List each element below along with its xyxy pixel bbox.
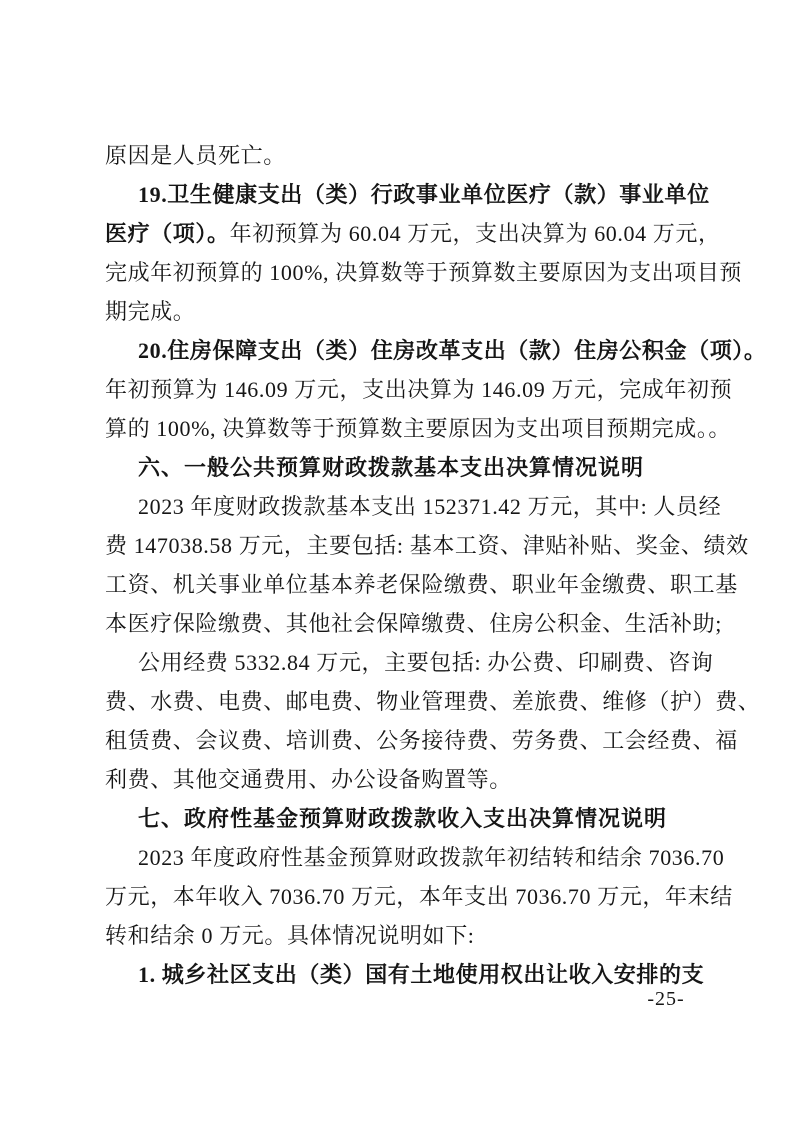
text-run: 医疗（项）。 [105,221,230,246]
document-body [105,136,767,994]
text-run: 公用经费 5332.84 万元，主要包括: 办公费、印刷费、咨询 [138,650,714,675]
section-6-para-2-line-3 [105,721,738,760]
text-run: 20.住房保障支出（类）住房改革支出（款）住房公积金（项）。 [138,338,767,363]
text-run: 利费、其他交通费用、办公设备购置等。 [105,767,512,792]
text-run: 2023 年度政府性基金预算财政拨款年初结转和结余 7036.70 [138,845,725,870]
section-6-para-1-line-2 [105,526,749,565]
section-7-item-1-line-1 [105,955,705,994]
section-7-para-1-line-2 [105,877,733,916]
para-20-line-2 [105,370,733,409]
section-6-para-2-line-4 [105,760,691,799]
text-run: 费、水费、电费、邮电费、物业管理费、差旅费、维修（护）费、 [105,689,761,714]
text-run: 转和结余 0 万元。具体情况说明如下: [105,923,475,948]
text-run: 工资、机关事业单位基本养老保险缴费、职业年金缴费、职工基 [105,572,738,597]
page-number: -25- [647,988,685,1010]
section-6-para-1-line-4 [105,604,722,643]
section-6-para-2-line-2 [105,682,761,721]
text-run: 年初预算为 146.09 万元，支出决算为 146.09 万元，完成年初预 [105,377,733,402]
section-heading-7 [105,799,691,838]
para-19-line-4 [105,292,691,331]
section-6-para-2-line-1 [105,643,714,682]
text-run: 2023 年度财政拨款基本支出 152371.42 万元，其中: 人员经 [138,494,722,519]
para-20-line-3 [105,409,732,448]
text-run: 期完成。 [105,299,196,324]
para-19-line-2 [105,214,721,253]
text-run: 本医疗保险缴费、其他社会保障缴费、住房公积金、生活补助; [105,611,722,636]
heading-text: 六、一般公共预算财政拨款基本支出决算情况说明 [138,455,645,480]
text-run: 原因是人员死亡。 [105,143,286,168]
text-run: 年初预算为 60.04 万元，支出决算为 60.04 万元， [229,221,721,246]
text-run: 19.卫生健康支出（类）行政事业单位医疗（款）事业单位 [138,182,710,207]
para-18-continuation-line [105,136,691,175]
section-6-para-1-line-3 [105,565,738,604]
text-run: 租赁费、会议费、培训费、公务接待费、劳务费、工会经费、福 [105,728,738,753]
section-6-para-1-line-1 [105,487,722,526]
para-20-line-1 [105,331,767,370]
text-run: 算的 100%, 决算数等于预算数主要原因为支出项目预期完成。。 [105,416,732,441]
text-run: 费 147038.58 万元，主要包括: 基本工资、津贴补贴、奖金、绩效 [105,533,749,558]
text-run: 1. 城乡社区支出（类）国有土地使用权出让收入安排的支 [138,962,705,987]
text-run: 完成年初预算的 100%, 决算数等于预算数主要原因为支出项目预 [105,260,743,285]
heading-text: 七、政府性基金预算财政拨款收入支出决算情况说明 [138,806,668,831]
text-run: 万元，本年收入 7036.70 万元，本年支出 7036.70 万元，年末结 [105,884,733,909]
section-7-para-1-line-3 [105,916,691,955]
para-19-line-1 [105,175,710,214]
section-7-para-1-line-1 [105,838,725,877]
section-heading-6 [105,448,691,487]
para-19-line-3 [105,253,743,292]
